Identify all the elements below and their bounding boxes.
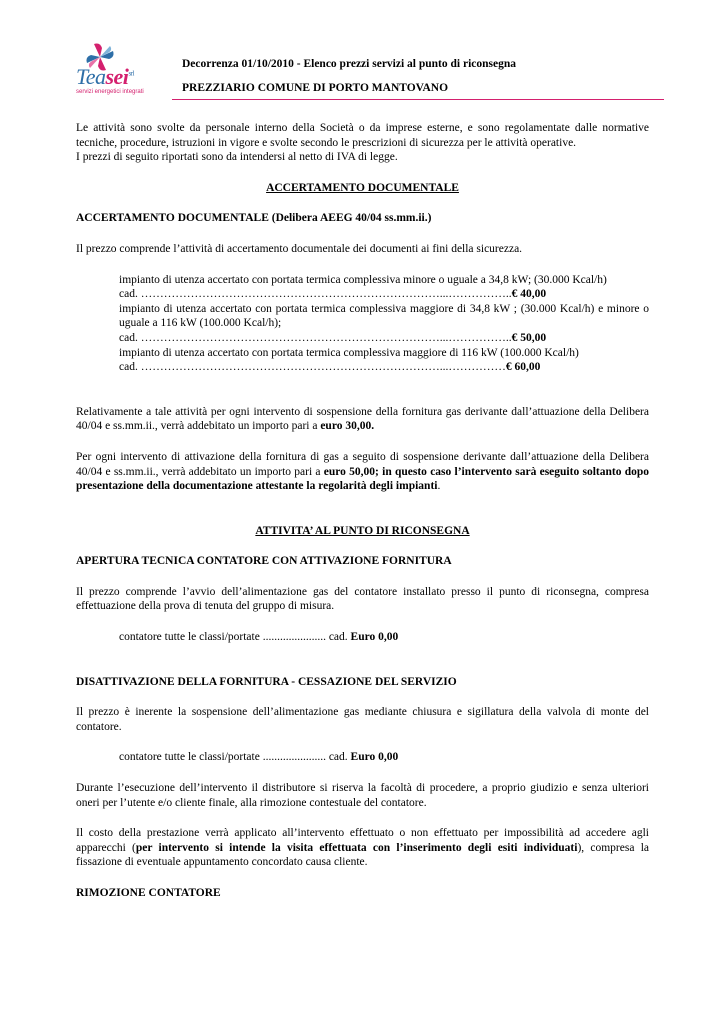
logo-wordmark: Teasei$^{srl}$	[76, 64, 134, 89]
disattivazione-price: Euro 0,00	[350, 751, 399, 764]
price-item-text: impianto di utenza accertato con portata termica complessiva minore o uguale a 34,8 kW; (30.000 Kcal/h)	[119, 273, 607, 286]
subsection-title-disattivazione: DISATTIVAZIONE DELLA FORNITURA - CESSAZIONE DEL SERVIZIO	[76, 675, 457, 688]
apertura-price: Euro 0,00	[350, 631, 399, 644]
price-item-dots: cad. ……………………………………………………………………...……………..	[119, 288, 512, 301]
intro-paragraph: Le attività sono svolte da personale interno della Società o da imprese esterne, e sono regolamentate dalle normative tecniche, procedure, istruzioni in vigore e svolte secondo le prescrizioni di sicurezza per le attività operative.	[76, 122, 649, 149]
header-effective-date: Decorrenza 01/10/2010 - Elenco prezzi servizi al punto di riconsegna	[182, 58, 516, 70]
subsection-title-apertura: APERTURA TECNICA CONTATORE CON ATTIVAZIONE FORNITURA	[76, 555, 452, 568]
price-item-value: € 60,00	[505, 361, 541, 374]
header-price-list-title: PREZZIARIO COMUNE DI PORTO MANTOVANO	[182, 82, 449, 94]
suspension-paragraph: Relativamente a tale attività per ogni intervento di sospensione della fornitura gas derivante dall’attuazione della Delibera 40/04 e ss.mm.ii., verrà addebitato un importo pari a euro 30,00.	[76, 405, 649, 433]
price-item-row	[119, 331, 649, 346]
subsection-title-rimozione: RIMOZIONE CONTATORE	[76, 887, 221, 899]
price-item-value: € 40,00	[511, 288, 547, 301]
cost-paragraph: Il costo della prestazione verrà applicato all’intervento effettuato o non effettuato per impossibilità ad accedere agli apparecchi (per intervento si intende la visita effettuata con l’inserimento degli esiti individuati), compresa la fissazione di eventuale appuntamento concordato causa cliente.	[76, 827, 649, 869]
price-item-row	[119, 360, 649, 375]
disattivazione-description: Il prezzo è inerente la sospensione dell’alimentazione gas mediante chiusura e sigillatura della valvola di monte del contatore.	[76, 706, 649, 733]
section-title-accertamento: ACCERTAMENTO DOCUMENTALE	[266, 181, 459, 194]
price-item-text: impianto di utenza accertato con portata termica complessiva maggiore di 34,8 kW ; (30.000 Kcal/h) e minore o uguale a 116 kW (100.000 Kcal/h);	[119, 302, 649, 330]
accertamento-description: Il prezzo comprende l’attività di accertamento documentale dei documenti ai fini della sicurezza.	[76, 242, 523, 255]
apertura-description: Il prezzo comprende l’avvio dell’alimentazione gas del contatore installato presso il punto di riconsegna, compresa effettuazione della prova di tenuta del gruppo di misura.	[76, 585, 649, 613]
accertamento-price-list	[119, 273, 649, 375]
price-item-row	[119, 287, 649, 302]
apertura-price-row: contatore tutte le classi/portate ...................... cad. Euro 0,00	[119, 631, 399, 644]
logo-tagline: servizi energetici integrati	[76, 89, 144, 95]
header-divider	[172, 99, 664, 100]
document-body	[76, 121, 649, 901]
company-logo	[68, 42, 168, 100]
price-item-dots: cad. ……………………………………………………………………...……………	[119, 361, 506, 374]
price-item-text: impianto di utenza accertato con portata termica complessiva maggiore di 116 kW (100.000 Kcal/h)	[119, 346, 579, 359]
price-item-dots: cad. ……………………………………………………………………...……………..	[119, 331, 512, 344]
subsection-title-accertamento: ACCERTAMENTO DOCUMENTALE (Delibera AEEG 40/04 ss.mm.ii.)	[76, 212, 432, 225]
disattivazione-price-row: contatore tutte le classi/portate ...................... cad. Euro 0,00	[119, 751, 399, 764]
meter-removal-note: Durante l’esecuzione dell’intervento il distributore si riserva la facoltà di procedere, a proprio giudizio e senza ulteriori oneri per l’utente e/o cliente finale, alla rimozione contestuale del contatore.	[76, 782, 649, 809]
activation-paragraph: Per ogni intervento di attivazione della fornitura di gas a seguito di sospensione derivante dall’attuazione della Delibera 40/04 e ss.mm.ii., verrà addebitato un importo pari a euro 50,00; in questo caso l’intervento sarà eseguito soltanto dopo presentazione della documentazione attestante la regolarità degli impianti.	[76, 450, 649, 493]
price-item-value: € 50,00	[511, 331, 547, 344]
intro-vat-note: I prezzi di seguito riportati sono da intendersi al netto di IVA di legge.	[76, 151, 398, 164]
section-title-punto-riconsegna: ATTIVITA’ AL PUNTO DI RICONSEGNA	[255, 524, 470, 537]
